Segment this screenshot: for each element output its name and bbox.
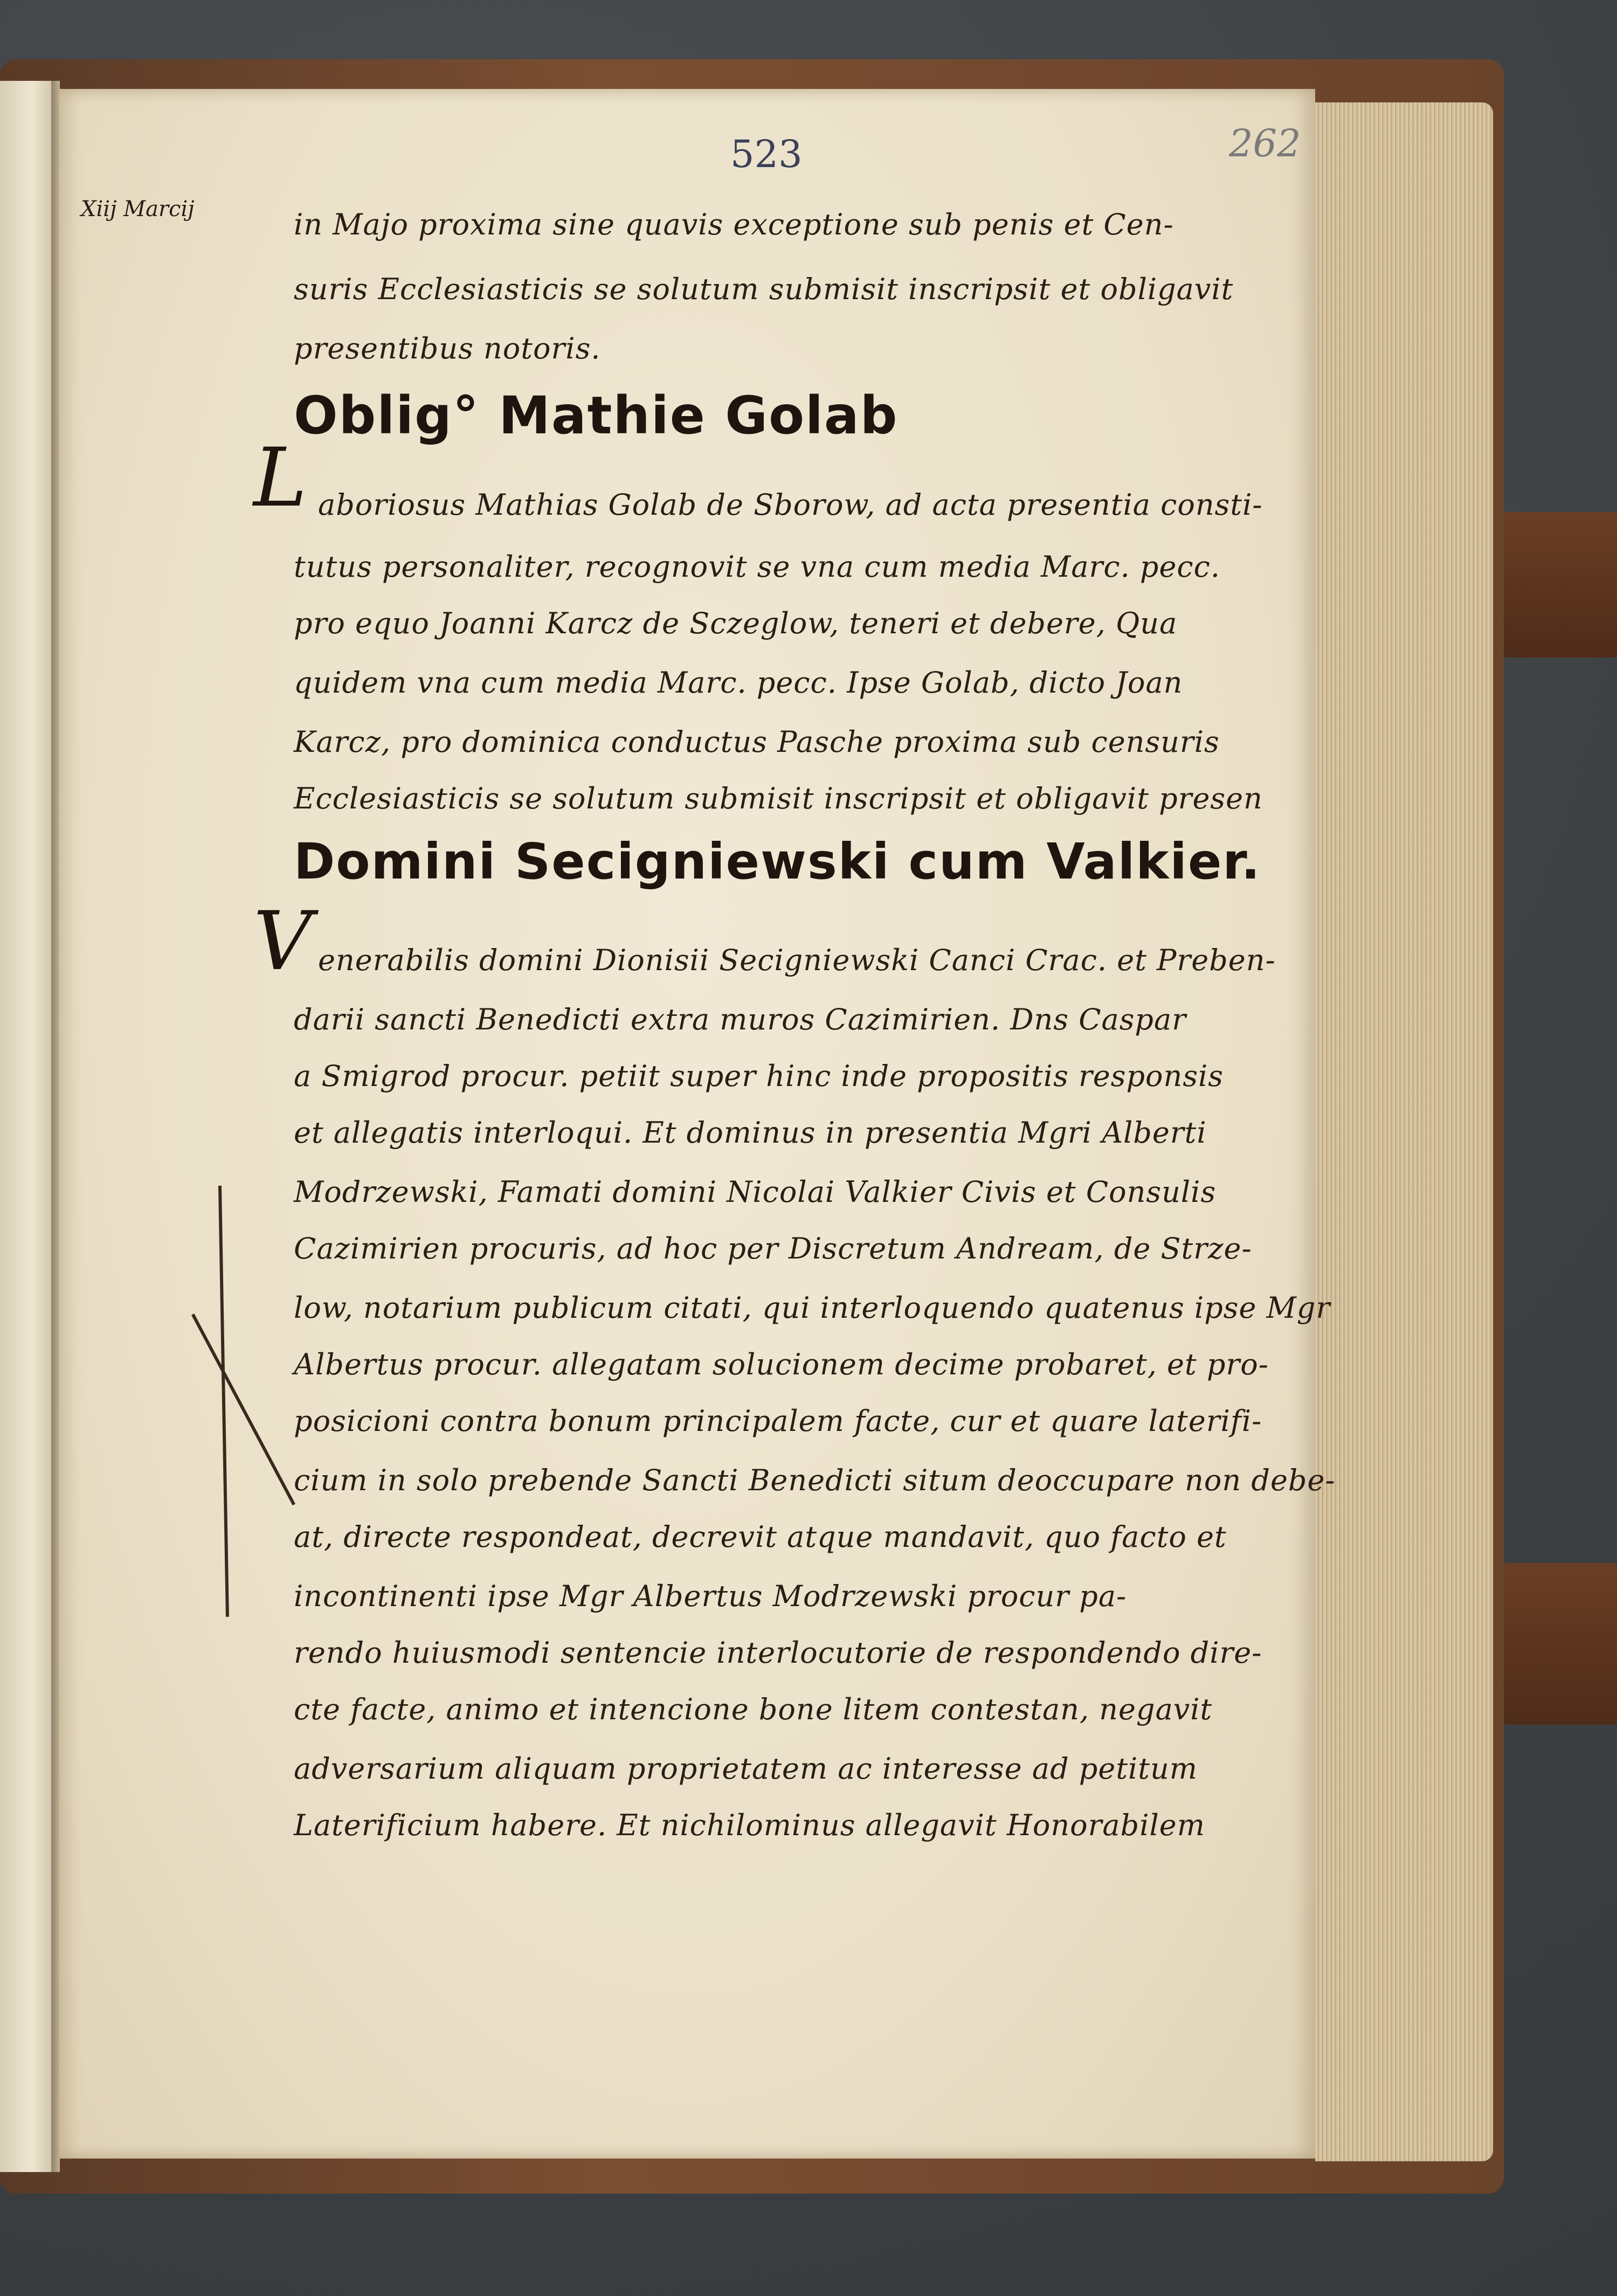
page-fore-edge	[1315, 102, 1493, 2161]
folio-ink-number: 523	[730, 132, 803, 176]
entry-heading-secigniewski: Domini Secigniewski cum Valkier.	[294, 833, 1261, 890]
text-line: posicioni contra bonum principalem facte, cur et quare laterifi-	[294, 1404, 1262, 1438]
initial-letter: L	[253, 431, 307, 525]
text-line: a Smigrod procur. petiit super hinc inde propositis responsis	[294, 1059, 1224, 1093]
text-line: cte facte, animo et intencione bone litem contestan, negavit	[294, 1692, 1213, 1726]
text-line: quidem vna cum media Marc. pecc. Ipse Golab, dicto Joan	[294, 666, 1183, 700]
entry-heading-golab: Oblig° Mathie Golab	[294, 385, 899, 446]
initial-letter: V	[253, 895, 312, 988]
text-line: tutus personaliter, recognovit se vna cum media Marc. pecc.	[294, 550, 1221, 584]
text-line: enerabilis domini Dionisii Secigniewski Canci Crac. et Preben-	[318, 943, 1276, 977]
text-line: cium in solo prebende Sancti Benedicti situm deoccupare non debe-	[294, 1463, 1336, 1497]
text-line: Ecclesiasticis se solutum submisit inscripsit et obligavit presen	[294, 782, 1263, 815]
text-line: low, notarium publicum citati, qui interloquendo quatenus ipse Mgr	[294, 1291, 1331, 1325]
text-line: et allegatis interloqui. Et dominus in presentia Mgri Alberti	[294, 1116, 1207, 1150]
text-line: incontinenti ipse Mgr Albertus Modrzewski procur pa-	[294, 1579, 1127, 1613]
text-line: Karcz, pro dominica conductus Pasche proxima sub censuris	[294, 725, 1220, 759]
book-clasp-lower	[1504, 1563, 1617, 1725]
text-line: in Majo proxima sine quavis exceptione sub penis et Cen-	[294, 208, 1174, 241]
text-line: rendo huiusmodi sentencie interlocutorie de respondendo dire-	[294, 1636, 1262, 1670]
folio-pencil-number: 262	[1229, 121, 1301, 165]
text-line: Albertus procur. allegatam solucionem decime probaret, et pro-	[294, 1347, 1269, 1381]
text-line: at, directe respondeat, decrevit atque mandavit, quo facto et	[294, 1520, 1227, 1554]
margin-date-note: Xiij Marcij	[81, 197, 195, 222]
text-line: darii sancti Benedicti extra muros Cazimirien. Dns Caspar	[294, 1002, 1187, 1036]
text-line: adversarium aliquam proprietatem ac interesse ad petitum	[294, 1752, 1198, 1786]
book-clasp-upper	[1504, 512, 1617, 658]
text-line: Modrzewski, Famati domini Nicolai Valkier Civis et Consulis	[294, 1175, 1217, 1209]
book-gutter	[51, 81, 60, 2172]
text-line: pro equo Joanni Karcz de Sczeglow, teneri et debere, Qua	[294, 606, 1178, 640]
text-line: presentibus notoris.	[294, 331, 601, 365]
text-line: Cazimirien procuris, ad hoc per Discretum Andream, de Strze-	[294, 1232, 1252, 1265]
text-line: suris Ecclesiasticis se solutum submisit inscripsit et obligavit	[294, 272, 1234, 306]
text-line: Laterificium habere. Et nichilominus allegavit Honorabilem	[294, 1808, 1205, 1842]
left-page-edge	[0, 81, 54, 2172]
text-line: aboriosus Mathias Golab de Sborow, ad acta presentia consti-	[318, 488, 1263, 522]
